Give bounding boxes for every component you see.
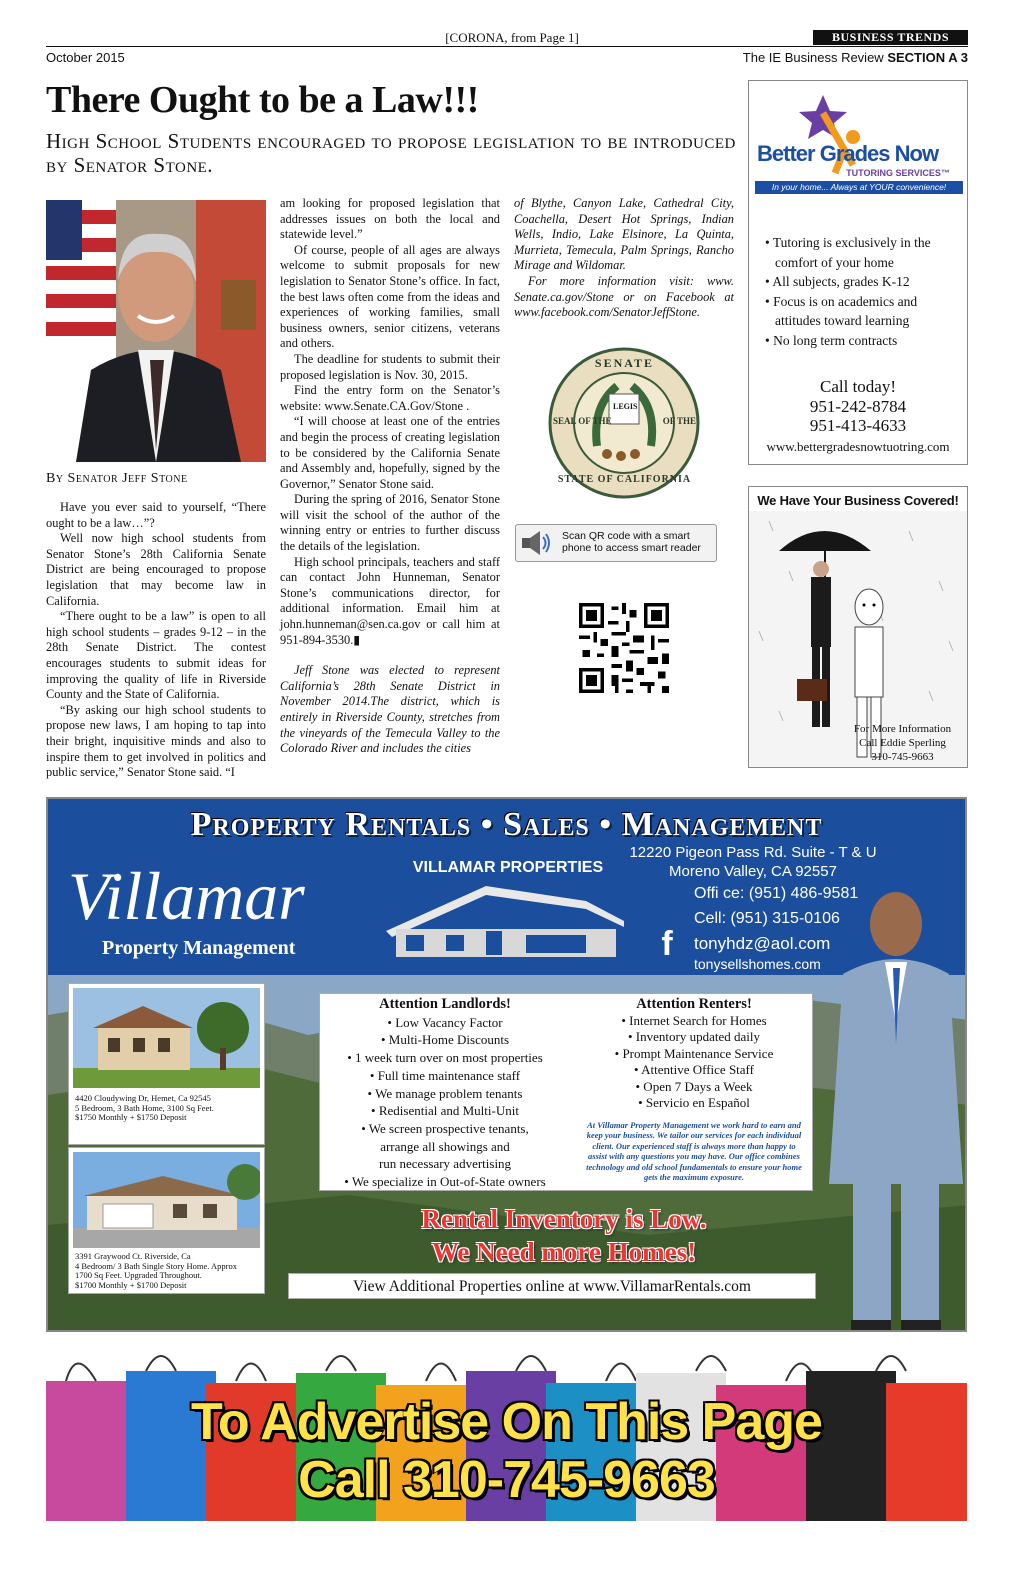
list-item: • Servicio en Español	[638, 1095, 750, 1110]
property-card-2[interactable]	[68, 1147, 265, 1294]
villamar-address	[628, 843, 878, 881]
low-inventory-callout	[314, 1203, 814, 1269]
page-section: SECTION A 3	[887, 50, 968, 65]
property-line: 1700 Sq Feet. Upgraded Throughout.	[75, 1270, 202, 1280]
list-item: • Focus is on academics and attitudes toward learning	[765, 293, 918, 328]
paragraph: “By asking our high school students to propose new laws, I am hoping to tap into their bright, inquisitive minds and also to inspire them to get involved in politics and public service,” Senator Stone said. “I	[46, 702, 266, 780]
agent-photo	[823, 884, 967, 1332]
paragraph: Well now high school students from Senator Stone’s 28th California Senate District are being encouraged to propose legislation that may become law in California.	[46, 531, 266, 608]
tutoring-tagline: In your home... Always at YOUR convenience!	[755, 181, 963, 194]
paragraph: Of course, people of all ages are always welcome to submit proposals for new legislation to Senator Stone’s office. In fact, the best laws often come from the ideas and experiences of working families, small business owners, senior citizens, veterans and others.	[280, 242, 500, 351]
tutoring-url[interactable]: www.bettergradesnowtuotring.com	[766, 439, 950, 454]
seal-top-text: SENATE	[594, 356, 655, 370]
publication-name: The IE Business Review	[742, 50, 884, 65]
office-phone[interactable]: Offi ce: (951) 486-9581	[694, 885, 859, 902]
call-today: Call today!	[819, 377, 896, 396]
list-item: • Open 7 Days a Week	[635, 1078, 753, 1094]
advertise-ad	[46, 1341, 967, 1521]
advertise-line-1: To Advertise On This Page	[191, 1393, 822, 1451]
renters-title: Attention Renters!	[636, 996, 752, 1012]
villamar-logo: Villamar	[68, 858, 305, 934]
list-item: • No long term contracts	[765, 332, 898, 348]
view-properties-link[interactable]: View Additional Properties online at www.VillamarRentals.com	[288, 1273, 816, 1299]
paragraph: Have you ever said to yourself, “There ought to be a law…”?	[46, 500, 266, 530]
header-rule	[46, 46, 968, 47]
villamar-company: VILLAMAR PROPERTIES	[412, 859, 604, 876]
list-item: • All subjects, grades K-12	[765, 274, 910, 289]
info-line-2: Call Eddie Sperling	[859, 737, 946, 749]
advertise-phone[interactable]: Call 310-745-9663	[298, 1451, 715, 1509]
article-subtitle: High School Students encouraged to propose legislation to be introduced by Senator Stone.	[46, 129, 736, 177]
villamar-email[interactable]: tonyhdz@aol.com	[694, 934, 831, 953]
list-item: • Inventory updated daily	[628, 1029, 760, 1044]
renters-column	[576, 994, 812, 1183]
tutoring-ad	[748, 80, 968, 465]
property-photo	[73, 988, 260, 1088]
qr-note-text: Scan QR code with a smart phone to access smart reader	[562, 530, 701, 554]
villamar-logo-sub: Property Management	[102, 937, 296, 959]
insurance-title: We Have Your Business Covered!	[757, 493, 959, 508]
qr-code-icon[interactable]	[579, 603, 669, 693]
property-photo	[73, 1152, 260, 1248]
list-item: • We specialize in Out-of-State owners	[344, 1174, 546, 1190]
list-item: • Low Vacancy Factor	[387, 1014, 503, 1030]
tutoring-brand	[757, 141, 967, 167]
author-bio: Jeff Stone was elected to represent California’s 28th Senate District in November 2014.The district, which is entirely in Riverside County, stretches from the vineyards of the Temecula Valley to the Colorado River and includes the cities	[280, 663, 500, 756]
list-item: run necessary advertising	[378, 1156, 512, 1172]
phone-1[interactable]: 951-242-8784	[809, 396, 907, 416]
list-item: • 1 week turn over on most properties	[347, 1050, 543, 1066]
list-item: • Tutoring is exclusively in the comfort of your home	[765, 235, 931, 270]
article-column-2	[280, 196, 500, 757]
services-box	[319, 993, 813, 1191]
info-line-1: For More Information	[853, 723, 952, 735]
list-item: • Full time maintenance staff	[369, 1067, 521, 1083]
list-item: • Attentive Office Staff	[634, 1062, 754, 1077]
address-line-2: Moreno Valley, CA 92557	[669, 863, 837, 880]
property-line: 4420 Cloudywing Dr, Hemet, Ca 92545	[75, 1093, 211, 1103]
advertise-text	[46, 1393, 967, 1509]
list-item: • Prompt Maintenance Service	[614, 1045, 774, 1061]
house-icon	[386, 881, 624, 961]
villamar-blurb: At Villamar Property Management we work hard to earn and keep your business. We tailor our services for each individual client. Our experienced staff is always more than happy to assist with any questions you may have. Our office combines technology and old school fundamentals to ensure your home gets the maximum exposure.	[586, 1119, 802, 1182]
property-line: $1700 Monthly + $1700 Deposit	[75, 1279, 187, 1290]
paragraph: For more information visit: www. Senate.ca.gov/Stone or on Facebook at www.facebook.com/SenatorJeffStone.	[514, 273, 734, 320]
paragraph: am looking for proposed legislation that addresses issues on both the local and statewide level.”	[280, 196, 500, 242]
list-item: • We manage problem tenants	[367, 1085, 523, 1101]
list-item: arrange all showings and	[380, 1138, 510, 1154]
paragraph: High school principals, teachers and staff can contact John Hunneman, Senator Stone’s communications director, for additional information. Email him at john.hunneman@sen.ca.gov or call him at 951-894-3530.▮	[280, 554, 500, 647]
article-column-3	[514, 196, 734, 321]
property-line: 4 Bedroom/ 3 Bath Single Story Home. Approx	[75, 1260, 237, 1271]
brand-word-2: Grades Now	[819, 141, 939, 166]
issue-date: October 2015	[46, 50, 125, 65]
article-column-1	[46, 500, 266, 781]
senate-seal-icon	[547, 346, 702, 501]
insurance-phone[interactable]: 310-745-9663	[871, 751, 934, 763]
property-line: 3391 Graywood Ct. Riverside, Ca	[75, 1251, 191, 1261]
facebook-icon[interactable]: f	[648, 923, 686, 961]
section-label: BUSINESS TRENDS	[813, 30, 968, 45]
paragraph: The deadline for students to submit their proposed legislation is Nov. 30, 2015.	[280, 351, 500, 382]
senator-photo	[46, 200, 266, 462]
villamar-banner: Property Rentals • Sales • Management	[190, 806, 823, 843]
property-line: 5 Bedroom, 3 Bath Home, 3100 Sq Feet.	[75, 1102, 214, 1113]
property-text	[75, 1252, 237, 1290]
paragraph: “There ought to be a law” is open to all high school students – grades 9-12 – in the 28th Senate District. The contest encourages students to submit ideas for improving the quality of life in Riverside County and the State of California.	[46, 609, 266, 702]
low-line-1: Rental Inventory is Low.	[421, 1204, 707, 1234]
low-line-2: We Need more Homes!	[431, 1237, 697, 1267]
paragraph: “I will choose at least one of the entries and begin the process of creating legislation to be considered by the California Senate and Assembly and, hopefully, signed by the Governor,” Senator Stone said.	[280, 414, 500, 491]
cell-phone[interactable]: Cell: (951) 315-0106	[694, 910, 840, 927]
seal-right-text: OF THE	[662, 416, 696, 426]
article-title: There Ought to be a Law!!!	[46, 79, 479, 121]
paragraph: During the spring of 2016, Senator Stone will visit the school of the author of the winning entry or entries to further discuss the details of the legislation.	[280, 492, 500, 554]
insurance-contact	[840, 722, 965, 764]
brand-word-1: Better	[757, 141, 815, 166]
property-text	[75, 1094, 214, 1123]
list-item: • Internet Search for Homes	[621, 1012, 767, 1028]
property-line: $1750 Monthly + $1750 Deposit	[75, 1112, 187, 1122]
continued-from: [CORONA, from Page 1]	[445, 30, 579, 45]
list-item: • Multi-Home Discounts	[380, 1032, 510, 1048]
villamar-ad	[46, 797, 967, 1332]
list-item: • We screen prospective tenants,	[361, 1120, 529, 1136]
landlords-title: Attention Landlords!	[379, 996, 511, 1012]
publication-section	[743, 50, 968, 65]
tutoring-services: TUTORING SERVICES™	[846, 168, 950, 178]
list-item: • Redisential and Multi-Unit	[371, 1103, 519, 1119]
tutoring-bullets	[763, 233, 963, 350]
seal-center-text: LEGIS	[613, 402, 638, 411]
property-card-1[interactable]	[68, 983, 265, 1145]
paragraph: of Blythe, Canyon Lake, Cathedral City, Coachella, Desert Hot Springs, Indian Wells, Indio, Lake Elsinore, La Quinta, Murrieta, Temecula, Palm Springs, Rancho Mirage and Wildomar.	[514, 196, 734, 273]
tutoring-call	[749, 377, 967, 436]
address-line-1: 12220 Pigeon Pass Rd. Suite - T & U	[629, 844, 877, 861]
qr-code-note	[515, 524, 717, 562]
phone-2[interactable]: 951-413-4633	[809, 416, 907, 435]
byline: By Senator Jeff Stone	[46, 471, 188, 486]
speaker-icon	[520, 529, 552, 557]
landlords-column	[320, 994, 570, 1191]
seal-left-text: SEAL OF THE	[553, 416, 612, 426]
paragraph: Find the entry form on the Senator’s website: www.Senate.CA.Gov/Stone .	[280, 383, 500, 413]
villamar-site[interactable]: tonysellshomes.com	[694, 956, 821, 972]
seal-bottom-text: STATE OF CALIFORNIA	[557, 474, 692, 485]
